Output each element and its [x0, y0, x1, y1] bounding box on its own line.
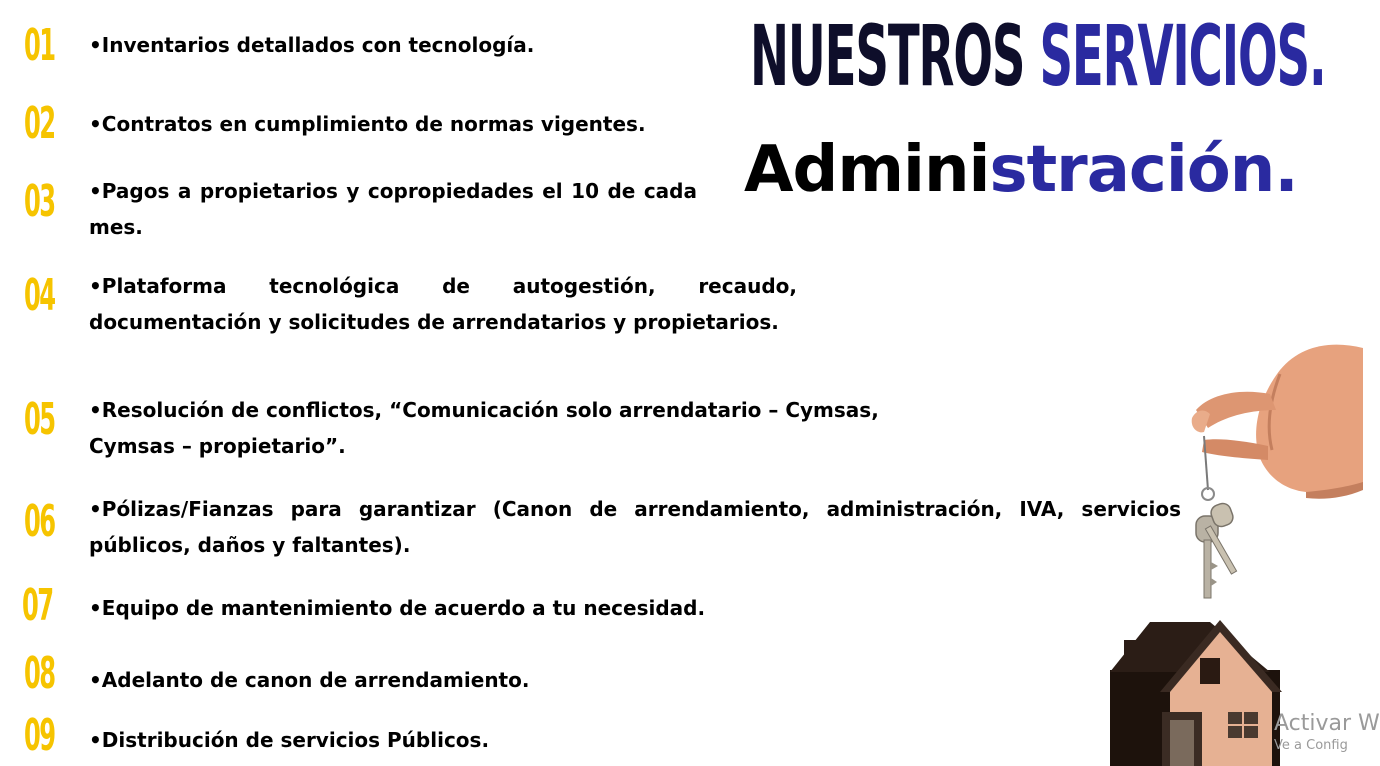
subtitle-part-blue: stración.: [989, 133, 1298, 207]
keys-icon: [1196, 436, 1237, 598]
item-number-02: 02: [24, 98, 55, 149]
house-icon: [1110, 620, 1282, 766]
item-number-08: 08: [24, 648, 55, 699]
page-subtitle: [744, 133, 1298, 207]
activation-watermark: [1274, 710, 1380, 754]
hand-with-keys-and-house-icon: [1100, 340, 1363, 766]
service-item-plataforma: •Plataforma tecnológica de autogestión, recaudo, documentación y solicitudes de arrendatarios y propietarios.: [89, 274, 797, 334]
title-word-servicios: SERVICIOS.: [1039, 7, 1326, 105]
page-title: [750, 7, 1326, 105]
hand-icon: [1192, 345, 1363, 499]
service-item-mantenimiento: •Equipo de mantenimiento de acuerdo a tu necesidad.: [89, 596, 706, 620]
service-item-adelanto: •Adelanto de canon de arrendamiento.: [89, 668, 530, 692]
service-item-contratos: •Contratos en cumplimiento de normas vigentes.: [89, 112, 646, 136]
service-item-resolucion: •Resolución de conflictos, “Comunicación solo arrendatario – Cymsas, Cymsas – propietario”.: [89, 398, 879, 458]
watermark-line-2: Ve a Config: [1274, 738, 1348, 753]
service-item-polizas: •Pólizas/Fianzas para garantizar (Canon de arrendamiento, administración, IVA, servicios públicos, daños y faltantes).: [89, 497, 1181, 557]
item-number-04: 04: [24, 270, 55, 321]
service-item-inventarios: •Inventarios detallados con tecnología.: [89, 33, 535, 57]
item-number-01: 01: [24, 20, 55, 71]
watermark-line-1: Activar W: [1274, 711, 1380, 736]
service-item-pagos: •Pagos a propietarios y copropiedades el 10 de cada mes.: [89, 179, 697, 239]
subtitle-part-dark: Admini: [744, 133, 990, 207]
item-number-05: 05: [24, 394, 55, 445]
title-word-nuestros: NUESTROS: [750, 7, 1040, 105]
item-number-03: 03: [24, 176, 55, 227]
service-item-distribucion: •Distribución de servicios Públicos.: [89, 728, 490, 752]
item-number-09: 09: [24, 710, 55, 761]
item-number-06: 06: [24, 496, 55, 547]
item-number-07: 07: [22, 580, 53, 631]
